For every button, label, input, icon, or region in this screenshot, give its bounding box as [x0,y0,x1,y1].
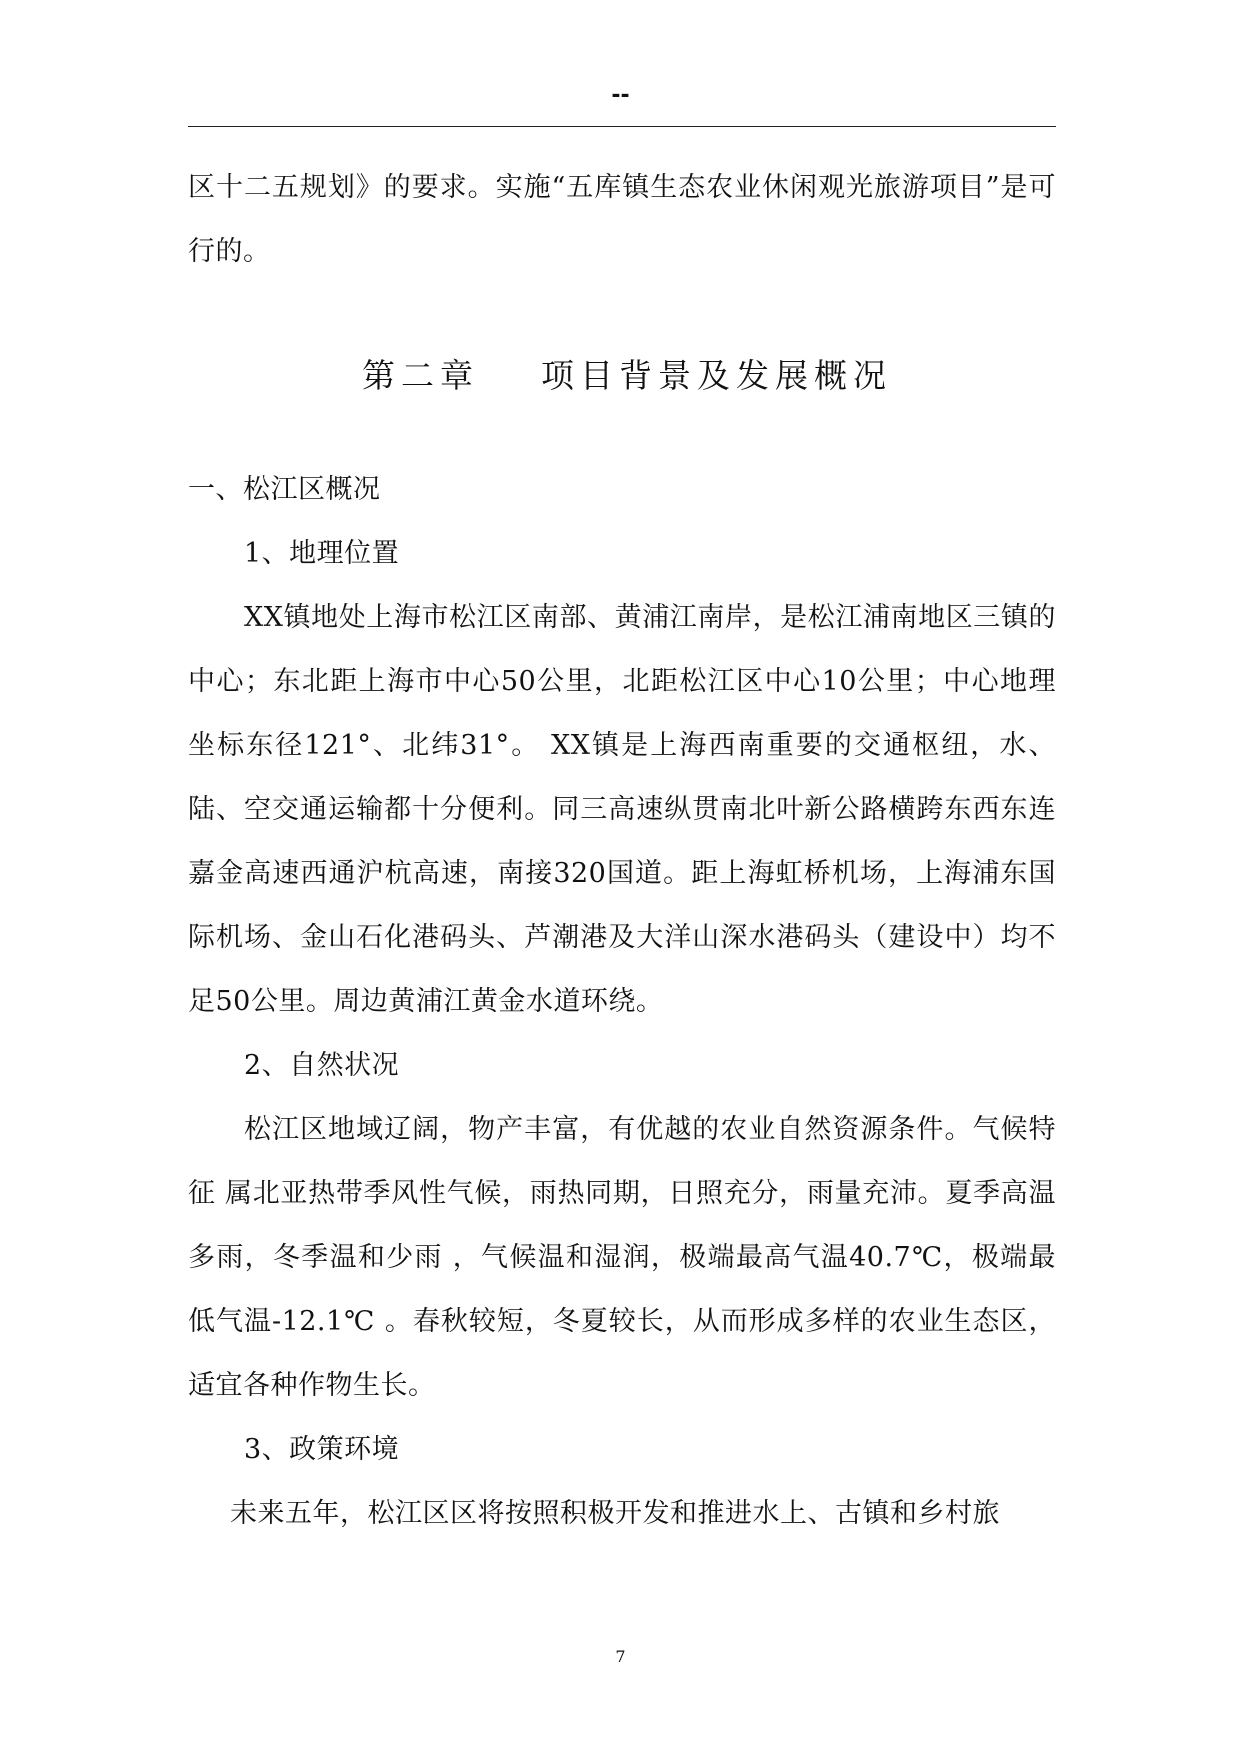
document-body [188,156,1056,1546]
subsection-heading-geography: 1、地理位置 [244,538,400,569]
chapter-heading: 项目背景及发展概况 [541,356,892,395]
chapter-title [188,344,1056,408]
chapter-number: 第二章 [362,356,479,395]
paragraph-policy: 未来五年，松江区区将按照积极开发和推进水上、古镇和乡村旅 [230,1498,1000,1529]
intro-paragraph: 区十二五规划》的要求。实施“五库镇生态农业休闲观光旅游项目”是可行的。 [188,172,1056,267]
section-heading: 一、松江区概况 [188,474,381,505]
header-rule [188,126,1056,127]
subsection-heading-nature: 2、自然状况 [244,1050,400,1081]
header-mark: -- [611,83,630,108]
paragraph-geography: XX镇地处上海市松江区南部、黄浦江南岸，是松江浦南地区三镇的中心；东北距上海市中心50公里，北距松江区中心10公里；中心地理坐标东径121°、北纬31°。 XX镇是上海西南重要的交通枢纽，水、陆、空交通运输都十分便利。同三高速纵贯南北叶新公路横跨东西东连嘉金高速西通沪杭高速，南接320国道。距上海虹桥机场，上海浦东国际机场、金山石化港码头、芦潮港及大洋山深水港码头（建设中）均不足50公里。周边黄浦江黄金水道环绕。 [188,602,1056,1017]
spacer [188,284,1056,344]
page-number: 7 [615,1647,626,1666]
paragraph-nature: 松江区地域辽阔，物产丰富，有优越的农业自然资源条件。气候特征 属北亚热带季风性气候，雨热同期，日照充分，雨量充沛。夏季高温多雨，冬季温和少雨 ，气候温和湿润，极端最高气温40.7℃，极端最低气温-12.1℃ 。春秋较短，冬夏较长，从而形成多样的农业生态区，适宜各种作物生长。 [188,1114,1056,1401]
spacer [188,408,1056,458]
subsection-heading-policy: 3、政策环境 [244,1434,400,1465]
